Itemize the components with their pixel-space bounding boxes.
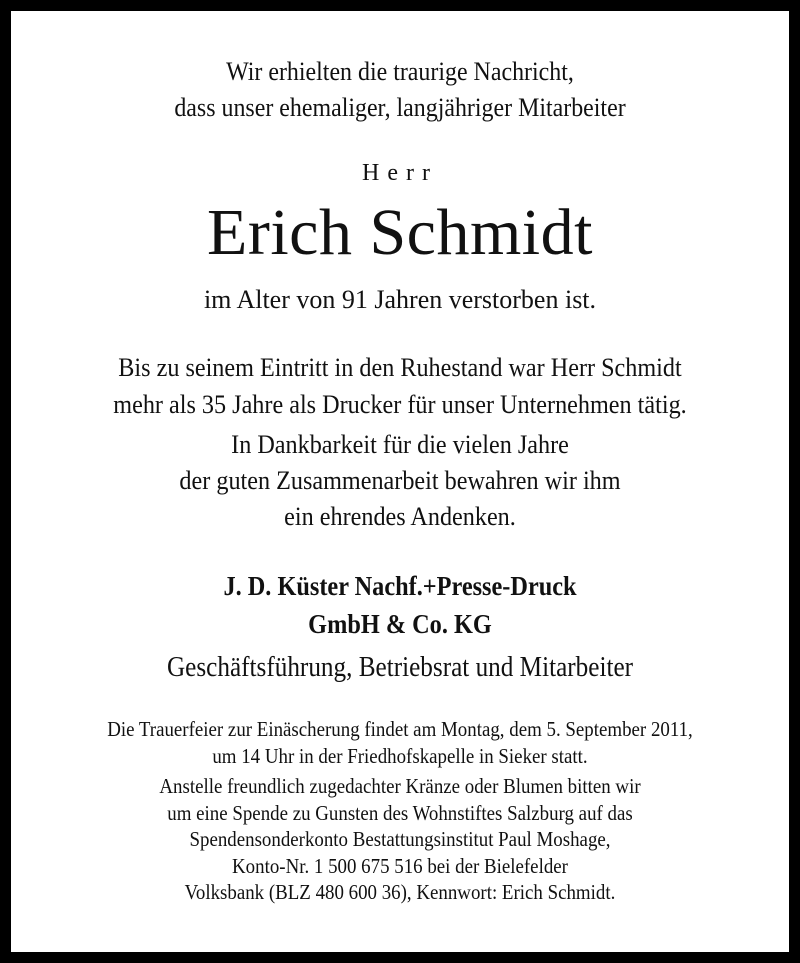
ceremony-line: um 14 Uhr in der Friedhofskapelle in Sieker statt.	[212, 744, 588, 768]
donation-line: Volksbank (BLZ 480 600 36), Kennwort: Erich Schmidt.	[184, 880, 616, 904]
age-line: im Alter von 91 Jahren verstorben ist.	[203, 285, 597, 314]
salutation: Herr	[362, 160, 438, 186]
company-name	[50, 567, 750, 643]
thanks-text	[38, 427, 762, 535]
donation-line: Konto-Nr. 1 500 675 516 bei der Bielefelder	[232, 853, 568, 878]
obituary-notice	[11, 11, 789, 952]
ceremony-line: Die Trauerfeier zur Einäscherung findet am Montag, dem 5. September 2011,	[107, 717, 693, 741]
donation-line: Spendensonderkonto Bestattungsinstitut Paul Moshage,	[189, 827, 611, 851]
donation-info	[50, 773, 750, 906]
donation-line: Anstelle freundlich zugedachter Kränze oder Blumen bitten wir	[159, 774, 641, 798]
deceased-name: Erich Schmidt	[207, 196, 593, 269]
company-line: J. D. Küster Nachf.+Presse-Druck	[223, 571, 577, 601]
donation-line: um eine Spende zu Gunsten des Wohnstiftes Salzburg auf das	[167, 800, 633, 825]
intro-line: dass unser ehemaliger, langjähriger Mitarbeiter	[174, 93, 626, 122]
intro-line: Wir erhielten die traurige Nachricht,	[226, 57, 574, 86]
company-line: GmbH & Co. KG	[308, 609, 492, 639]
thanks-line: In Dankbarkeit für die vielen Jahre	[231, 430, 569, 459]
career-line: mehr als 35 Jahre als Drucker für unser Unternehmen tätig.	[113, 390, 687, 419]
thanks-line: ein ehrendes Andenken.	[284, 502, 516, 531]
ceremony-info	[50, 716, 750, 770]
thanks-line: der guten Zusammenarbeit bewahren wir ihm	[179, 466, 621, 495]
career-line: Bis zu seinem Eintritt in den Ruhestand war Herr Schmidt	[118, 353, 682, 382]
career-text	[38, 349, 762, 423]
signatories: Geschäftsführung, Betriebsrat und Mitarbeiter	[166, 652, 634, 683]
intro-text	[42, 54, 758, 126]
